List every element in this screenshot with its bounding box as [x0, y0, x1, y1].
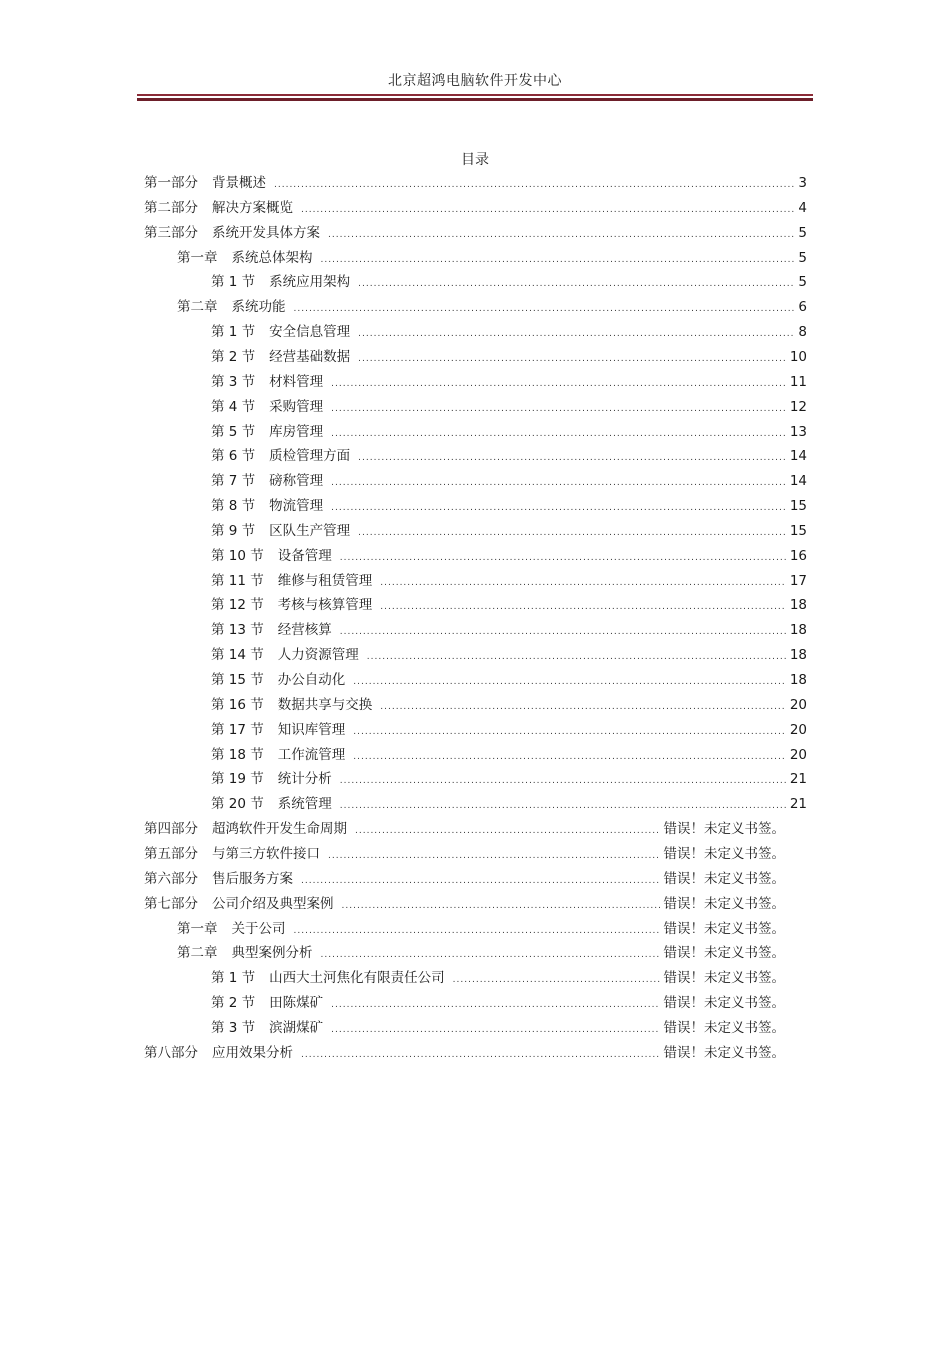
toc-entry-prefix: 第 12 节 — [211, 597, 264, 614]
toc-entry-leader-dots — [340, 620, 786, 645]
toc-entry-prefix: 第 15 节 — [211, 672, 264, 688]
toc-entry[interactable] — [144, 892, 785, 917]
toc-entry-title: 售后服务方案 — [212, 870, 293, 887]
toc-entry[interactable] — [211, 618, 807, 643]
toc-entry-page: 错误！未定义书签。 — [663, 970, 785, 987]
toc-entry-leader-dots — [331, 496, 786, 521]
toc-entry-page: 18 — [789, 672, 807, 688]
toc-entry-prefix: 第 16 节 — [211, 696, 264, 713]
toc-entry-prefix: 第一部分 — [144, 175, 198, 191]
toc-entry[interactable] — [211, 1016, 785, 1041]
toc-entry[interactable] — [211, 420, 807, 445]
toc-entry-title: 山西大土河焦化有限责任公司 — [269, 970, 445, 987]
toc-entry-title: 关于公司 — [231, 920, 286, 937]
toc-entry-title: 人力资源管理 — [277, 647, 359, 664]
toc-entry-page: 错误！未定义书签。 — [663, 821, 785, 838]
toc-entry-prefix: 第 18 节 — [211, 746, 264, 763]
toc-entry[interactable] — [211, 370, 807, 395]
toc-entry-leader-dots — [358, 446, 786, 471]
toc-entry-title: 设备管理 — [277, 547, 332, 564]
toc-entry[interactable] — [211, 494, 807, 519]
toc-entry-title: 知识库管理 — [277, 721, 346, 738]
toc-entry-title: 田陈煤矿 — [269, 995, 324, 1012]
toc-entry-prefix: 第八部分 — [144, 1044, 198, 1061]
toc-entry-page: 12 — [789, 398, 807, 415]
toc-entry-leader-dots — [358, 272, 794, 297]
toc-entry-prefix: 第 3 节 — [211, 373, 256, 390]
toc-entry-leader-dots — [358, 521, 786, 546]
toc-entry-leader-dots — [328, 844, 660, 869]
toc-entry-prefix: 第 1 节 — [211, 970, 256, 987]
toc-entry-page: 16 — [789, 547, 807, 564]
toc-entry-title: 材料管理 — [269, 373, 324, 390]
toc-entry[interactable] — [211, 345, 807, 370]
toc-entry[interactable] — [211, 668, 807, 693]
toc-entry-page: 20 — [789, 746, 807, 763]
toc-entry-prefix: 第 19 节 — [211, 771, 264, 788]
toc-entry-title: 系统总体架构 — [231, 249, 313, 266]
toc-entry-leader-dots — [380, 695, 786, 720]
toc-entry-title: 解决方案概览 — [212, 199, 293, 216]
toc-entry[interactable] — [144, 817, 785, 842]
toc-entry-title: 办公自动化 — [277, 672, 346, 688]
toc-entry[interactable] — [177, 941, 785, 966]
toc-entry-page: 错误！未定义书签。 — [663, 995, 785, 1012]
toc-entry[interactable] — [177, 295, 807, 320]
toc-entry[interactable] — [211, 270, 807, 295]
toc-entry[interactable] — [211, 767, 807, 792]
toc-entry-leader-dots — [380, 571, 786, 596]
toc-entry-page: 13 — [789, 423, 807, 440]
toc-entry-leader-dots — [380, 595, 786, 620]
toc-entry-title: 数据共享与交换 — [277, 696, 373, 713]
toc-entry[interactable] — [211, 444, 807, 469]
toc-entry-prefix: 第 11 节 — [211, 572, 264, 589]
toc-entry-prefix: 第 2 节 — [211, 348, 256, 365]
toc-entry-leader-dots — [342, 894, 660, 919]
toc-entry-page: 错误！未定义书签。 — [663, 1044, 785, 1061]
toc-entry-page: 18 — [789, 597, 807, 614]
toc-entry[interactable] — [211, 569, 807, 594]
toc-entry-leader-dots — [358, 322, 794, 347]
toc-entry-title: 经营核算 — [277, 622, 332, 639]
toc-entry-prefix: 第二部分 — [144, 199, 198, 216]
toc-entry-prefix: 第 8 节 — [211, 498, 256, 515]
toc-entry-title: 典型案例分析 — [231, 945, 313, 962]
toc-entry-prefix: 第 5 节 — [211, 423, 256, 440]
toc-entry-leader-dots — [328, 223, 794, 248]
toc-entry-title: 质检管理方面 — [269, 448, 351, 465]
toc-entry-title: 系统管理 — [277, 796, 332, 813]
toc-entry-prefix: 第一章 — [177, 920, 218, 937]
toc-entry-title: 区队生产管理 — [269, 522, 351, 539]
toc-entry[interactable] — [144, 867, 785, 892]
toc-entry[interactable] — [211, 718, 807, 743]
toc-entry-page: 18 — [789, 647, 807, 664]
toc-entry-title: 工作流管理 — [277, 746, 346, 763]
toc-entry[interactable] — [211, 469, 807, 494]
toc-entry-leader-dots — [340, 769, 786, 794]
toc-entry-title: 系统应用架构 — [269, 274, 351, 291]
toc-entry-title: 采购管理 — [269, 398, 324, 415]
toc-entry-leader-dots — [331, 422, 786, 447]
toc-entry-leader-dots — [321, 248, 795, 273]
toc-entry-title: 滨湖煤矿 — [269, 1019, 324, 1036]
toc-entry-prefix: 第 1 节 — [211, 274, 256, 291]
toc-entry-page: 8 — [798, 324, 807, 341]
toc-entry-leader-dots — [301, 1043, 660, 1068]
toc-entry-leader-dots — [340, 794, 786, 819]
toc-entry-prefix: 第四部分 — [144, 821, 198, 838]
toc-entry-page: 18 — [789, 622, 807, 639]
toc-entry-title: 安全信息管理 — [269, 324, 351, 341]
toc-entry-prefix: 第 3 节 — [211, 1019, 256, 1036]
toc-entry[interactable] — [144, 842, 785, 867]
toc-entry[interactable] — [211, 593, 807, 618]
toc-entry[interactable] — [144, 171, 807, 196]
toc-entry[interactable] — [211, 519, 807, 544]
toc-entry-page: 错误！未定义书签。 — [663, 920, 785, 937]
header-title: 北京超鸿电脑软件开发中心 — [388, 73, 562, 89]
toc-entry-leader-dots — [353, 670, 786, 695]
toc-entry-title: 考核与核算管理 — [277, 597, 373, 614]
toc-entry-leader-dots — [355, 819, 660, 844]
toc-entry-page: 10 — [789, 348, 807, 365]
toc-entry-prefix: 第 13 节 — [211, 622, 264, 639]
toc-entry-prefix: 第 20 节 — [211, 796, 264, 813]
toc-entry[interactable] — [144, 1041, 785, 1066]
toc-entry-page: 11 — [789, 373, 807, 390]
toc-entry-prefix: 第三部分 — [144, 224, 198, 241]
toc-entry-leader-dots — [331, 1018, 659, 1043]
toc-entry-prefix: 第 10 节 — [211, 547, 264, 564]
toc-entry[interactable] — [144, 196, 807, 221]
toc-entry-page: 14 — [789, 473, 807, 490]
toc-entry-title: 与第三方软件接口 — [212, 845, 320, 862]
toc-entry-leader-dots — [294, 297, 795, 322]
toc-entry-page: 错误！未定义书签。 — [663, 945, 785, 962]
toc-entry-leader-dots — [353, 745, 786, 770]
toc-entry-prefix: 第 9 节 — [211, 522, 256, 539]
toc-entry-leader-dots — [358, 347, 786, 372]
toc-entry[interactable] — [177, 917, 785, 942]
toc-entry-prefix: 第二章 — [177, 945, 218, 962]
toc-entry-leader-dots — [301, 869, 660, 894]
toc-entry[interactable] — [211, 966, 785, 991]
toc-entry-prefix: 第 1 节 — [211, 324, 256, 341]
toc-entry[interactable] — [211, 991, 785, 1016]
toc-entry-title: 公司介绍及典型案例 — [212, 895, 334, 912]
toc-entry-leader-dots — [274, 173, 794, 198]
toc-entry[interactable] — [211, 743, 807, 768]
toc-entry[interactable] — [211, 544, 807, 569]
toc-entry-title: 背景概述 — [212, 175, 266, 191]
toc-entry-leader-dots — [294, 919, 660, 944]
toc-entry-page: 5 — [798, 249, 807, 266]
toc-entry-page: 17 — [789, 572, 807, 589]
toc-entry-page: 15 — [789, 522, 807, 539]
toc-entry-prefix: 第六部分 — [144, 870, 198, 887]
toc-entry-page: 错误！未定义书签。 — [663, 895, 785, 912]
toc-entry-page: 3 — [798, 175, 807, 191]
toc-entry-prefix: 第 7 节 — [211, 473, 256, 490]
header-rule-thin — [137, 94, 813, 96]
toc-entry-leader-dots — [331, 993, 659, 1018]
toc-entry-prefix: 第 17 节 — [211, 721, 264, 738]
toc-entry-title: 系统开发具体方案 — [212, 224, 320, 241]
toc-entry-leader-dots — [367, 645, 786, 670]
toc-entry-prefix: 第五部分 — [144, 845, 198, 862]
toc-entry-title: 统计分析 — [277, 771, 332, 788]
toc-entry[interactable] — [211, 792, 807, 817]
toc-entry[interactable] — [211, 320, 807, 345]
toc-entry-prefix: 第七部分 — [144, 895, 198, 912]
toc-entry-prefix: 第 6 节 — [211, 448, 256, 465]
toc-entry-leader-dots — [321, 943, 660, 968]
toc-entry-prefix: 第一章 — [177, 249, 218, 266]
toc-entry-page: 错误！未定义书签。 — [663, 1019, 785, 1036]
toc-entry[interactable] — [211, 395, 807, 420]
toc-entry-page: 21 — [789, 771, 807, 788]
toc-entry-prefix: 第 2 节 — [211, 995, 256, 1012]
toc-entry-page: 15 — [789, 498, 807, 515]
header-rule-thick — [137, 98, 813, 101]
toc-entry-page: 4 — [798, 199, 807, 216]
toc-entry-page: 5 — [798, 274, 807, 291]
toc-entry-page: 错误！未定义书签。 — [663, 845, 785, 862]
toc-title: 目录 — [461, 152, 489, 168]
toc-entry[interactable] — [211, 693, 807, 718]
toc-entry-leader-dots — [340, 546, 786, 571]
toc-entry-title: 经营基础数据 — [269, 348, 351, 365]
toc-entry-leader-dots — [301, 198, 794, 223]
toc-entry[interactable] — [144, 221, 807, 246]
toc-entry-leader-dots — [331, 397, 786, 422]
toc-entry-leader-dots — [331, 471, 786, 496]
toc-entry-page: 20 — [789, 721, 807, 738]
toc-entry-page: 14 — [789, 448, 807, 465]
toc-entry-page: 6 — [798, 299, 807, 316]
toc-entry-page: 5 — [798, 224, 807, 241]
toc-entry-prefix: 第二章 — [177, 299, 218, 316]
toc-entry-title: 超鸿软件开发生命周期 — [212, 821, 347, 838]
toc-entry-title: 磅称管理 — [269, 473, 324, 490]
toc-entry-title: 库房管理 — [269, 423, 324, 440]
toc-entry-leader-dots — [453, 968, 660, 993]
toc-entry-title: 系统功能 — [231, 299, 286, 316]
toc-entry[interactable] — [211, 643, 807, 668]
toc-entry-title: 应用效果分析 — [212, 1044, 293, 1061]
toc-entry-page: 20 — [789, 696, 807, 713]
toc-entry-leader-dots — [331, 372, 786, 397]
toc-entry-prefix: 第 14 节 — [211, 647, 264, 664]
toc-entry-prefix: 第 4 节 — [211, 398, 256, 415]
toc-entry-page: 21 — [789, 796, 807, 813]
toc-entry-title: 物流管理 — [269, 498, 324, 515]
toc-entry-leader-dots — [353, 720, 786, 745]
toc-entry[interactable] — [177, 246, 807, 271]
toc-entry-page: 错误！未定义书签。 — [663, 870, 785, 887]
toc-entry-title: 维修与租赁管理 — [277, 572, 373, 589]
